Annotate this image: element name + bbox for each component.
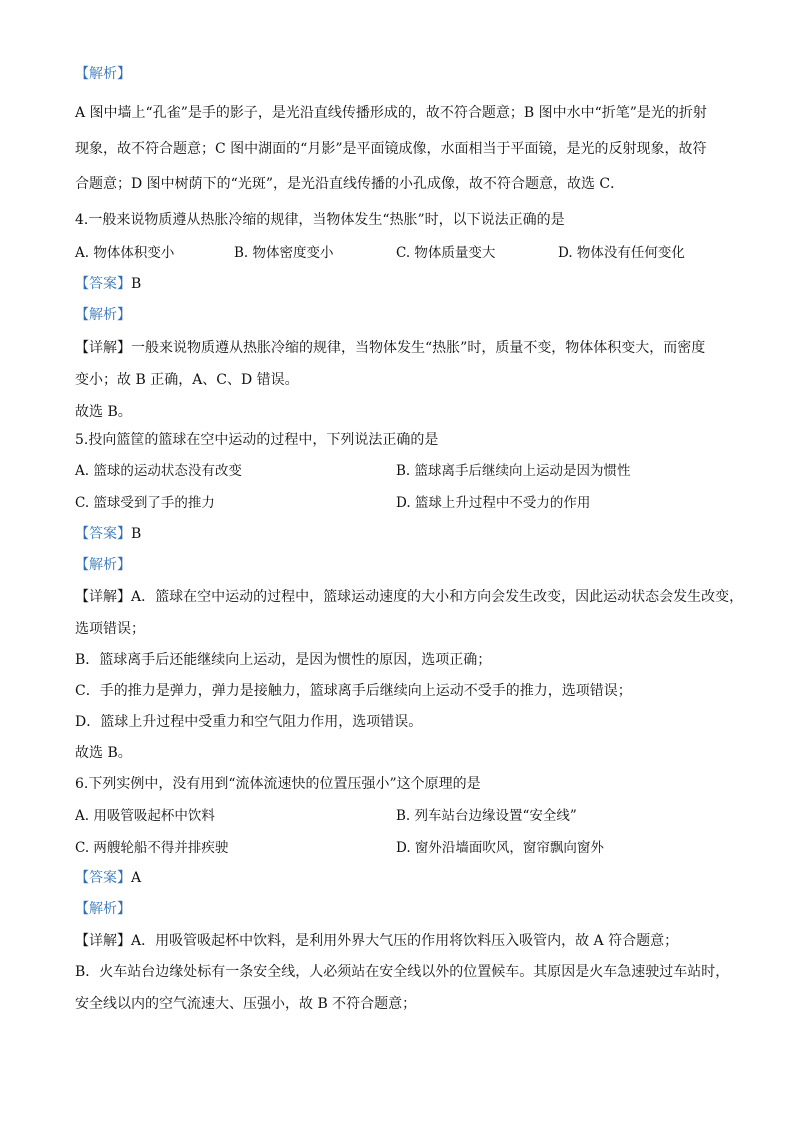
detail-text-line: 变小；故 B 正确，A、C、D 错误。 [75,372,299,388]
detail-text-line: 【详解】A．篮球在空中运动的过程中，篮球运动速度的大小和方向会发生改变，因此运动状态会发生改变， [75,589,744,605]
analysis-text-line: 现象，故不符合题意；C 图中湖面的“月影”是平面镜成像，水面相当于平面镜，是光的反射现象，故符 [75,141,707,157]
detail-text-line: 【详解】A．用吸管吸起杯中饮料，是利用外界大气压的作用将饮料压入吸管内，故 A 符合题意； [75,933,679,949]
answer-row [75,524,141,544]
answer-value: B [131,276,142,292]
question-6-option-b: B. 列车站台边缘设置“安全线” [396,808,577,824]
answer-value: A [131,870,142,886]
detail-text-line: 安全线以内的空气流速大、压强小，故 B 不符合题意； [75,996,417,1012]
analysis-text-line: A 图中墙上“孔雀”是手的影子，是光沿直线传播形成的，故不符合题意；B 图中水中“折笔”是光的折射 [75,105,707,121]
question-6-option-c: C. 两艘轮船不得并排疾驶 [75,840,229,856]
question-5-stem: 5.投向篮筐的篮球在空中运动的过程中，下列说法正确的是 [75,432,439,448]
answer-row [75,868,141,888]
answer-tag: 【答案】 [75,870,131,886]
question-4-option-a: A. 物体体积变小 [75,245,175,261]
question-5-option-a: A. 篮球的运动状态没有改变 [75,463,242,479]
question-6-option-a: A. 用吸管吸起杯中饮料 [75,808,215,824]
answer-value: B [131,526,142,542]
question-4-option-c: C. 物体质量变大 [396,245,496,261]
analysis-tag: 【解析】 [75,901,131,917]
question-6-option-d: D. 窗外沿墙面吹风，窗帘飘向窗外 [396,840,604,856]
analysis-tag: 【解析】 [75,66,131,82]
analysis-tag: 【解析】 [75,307,131,323]
question-6-stem: 6.下列实例中，没有用到“流体流速快的位置压强小”这个原理的是 [75,776,481,792]
conclusion-line: 故选 B。 [75,745,132,761]
detail-text-line: D．篮球上升过程中受重力和空气阻力作用，选项错误。 [75,714,423,730]
detail-text-line: 【详解】一般来说物质遵从热胀冷缩的规律，当物体发生“热胀”时，质量不变，物体体积变大，而密度 [75,340,706,356]
detail-text-line: B．火车站台边缘处标有一条安全线，人必须站在安全线以外的位置候车。其原因是火车急速驶过车站时， [75,964,730,980]
answer-tag: 【答案】 [75,276,131,292]
analysis-tag: 【解析】 [75,557,131,573]
detail-text-line: C．手的推力是弹力，弹力是接触力，篮球离手后继续向上运动不受手的推力，选项错误； [75,683,632,699]
analysis-text-line: 合题意；D 图中树荫下的“光斑”，是光沿直线传播的小孔成像，故不符合题意，故选 C． [75,176,625,192]
detail-text-line: 选项错误； [75,621,145,637]
question-5-option-d: D. 篮球上升过程中不受力的作用 [396,495,591,511]
question-4-stem: 4.一般来说物质遵从热胀冷缩的规律，当物体发生“热胀”时，以下说法正确的是 [75,212,565,228]
question-5-option-b: B. 篮球离手后继续向上运动是因为惯性 [396,463,631,479]
question-4-option-d: D. 物体没有任何变化 [558,245,685,261]
answer-row [75,274,141,294]
conclusion-line: 故选 B。 [75,404,132,420]
question-5-option-c: C. 篮球受到了手的推力 [75,495,215,511]
question-4-option-b: B. 物体密度变小 [234,245,334,261]
answer-tag: 【答案】 [75,526,131,542]
detail-text-line: B．篮球离手后还能继续向上运动，是因为惯性的原因，选项正确； [75,652,492,668]
